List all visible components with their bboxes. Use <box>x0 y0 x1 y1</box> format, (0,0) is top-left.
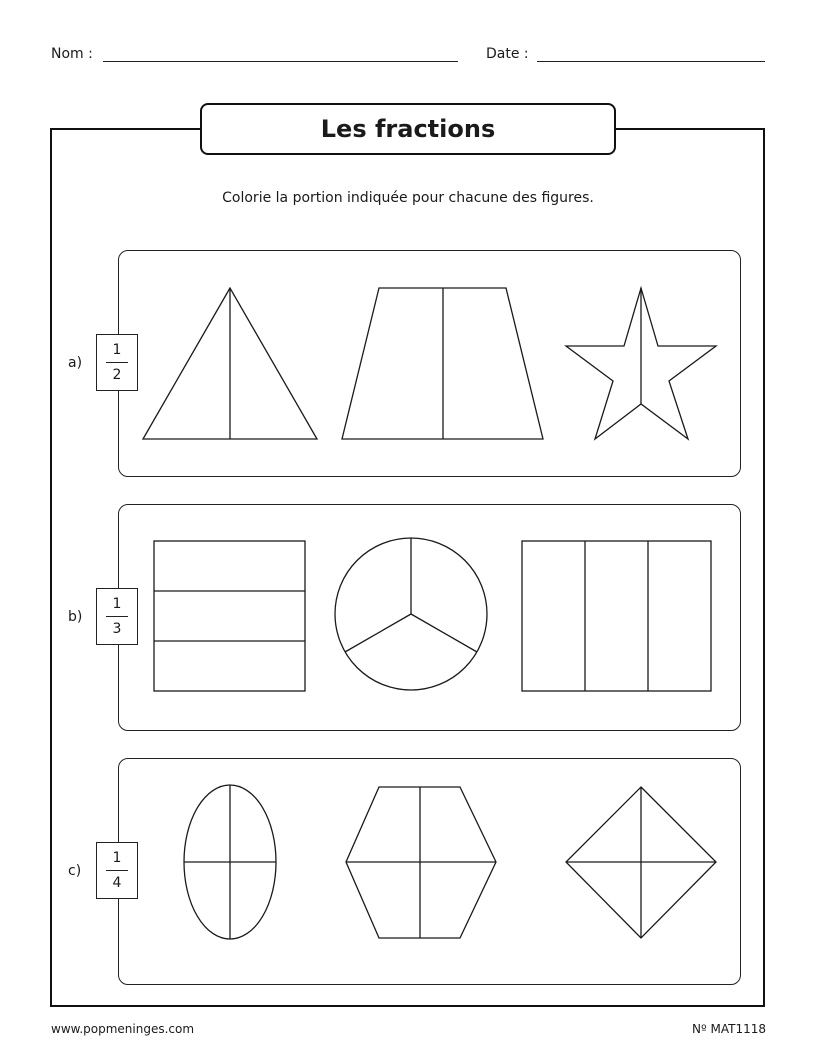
row-b-numerator: 1 <box>112 596 122 612</box>
rectangle-vertical-thirds-shape[interactable] <box>522 541 711 691</box>
row-c-numerator: 1 <box>112 850 122 866</box>
rectangle-horizontal-thirds-shape[interactable] <box>154 541 305 691</box>
circle-thirds-shape[interactable] <box>335 538 487 690</box>
triangle-halves-shape[interactable] <box>143 288 317 439</box>
row-c-letter: c) <box>68 863 82 879</box>
date-label: Date : <box>486 46 529 62</box>
instruction-text: Colorie la portion indiquée pour chacune des figures. <box>222 190 594 206</box>
row-c-denominator: 4 <box>112 875 122 891</box>
rhombus-quarters-shape[interactable] <box>566 787 716 938</box>
page-title: Les fractions <box>320 115 496 143</box>
name-label: Nom : <box>51 46 93 62</box>
row-a-denominator: 2 <box>112 367 122 383</box>
footer-website: www.popmeninges.com <box>51 1022 195 1036</box>
row-a-numerator: 1 <box>112 342 122 358</box>
star-halves-shape[interactable] <box>566 288 716 439</box>
row-a-letter: a) <box>68 355 83 371</box>
trapezoid-halves-shape[interactable] <box>342 288 543 439</box>
row-b-letter: b) <box>68 609 83 625</box>
footer-code: Nº MAT1118 <box>692 1022 766 1036</box>
row-b-denominator: 3 <box>112 621 122 637</box>
hexagon-quarters-shape[interactable] <box>346 787 496 938</box>
ellipse-quarters-shape[interactable] <box>184 785 276 939</box>
